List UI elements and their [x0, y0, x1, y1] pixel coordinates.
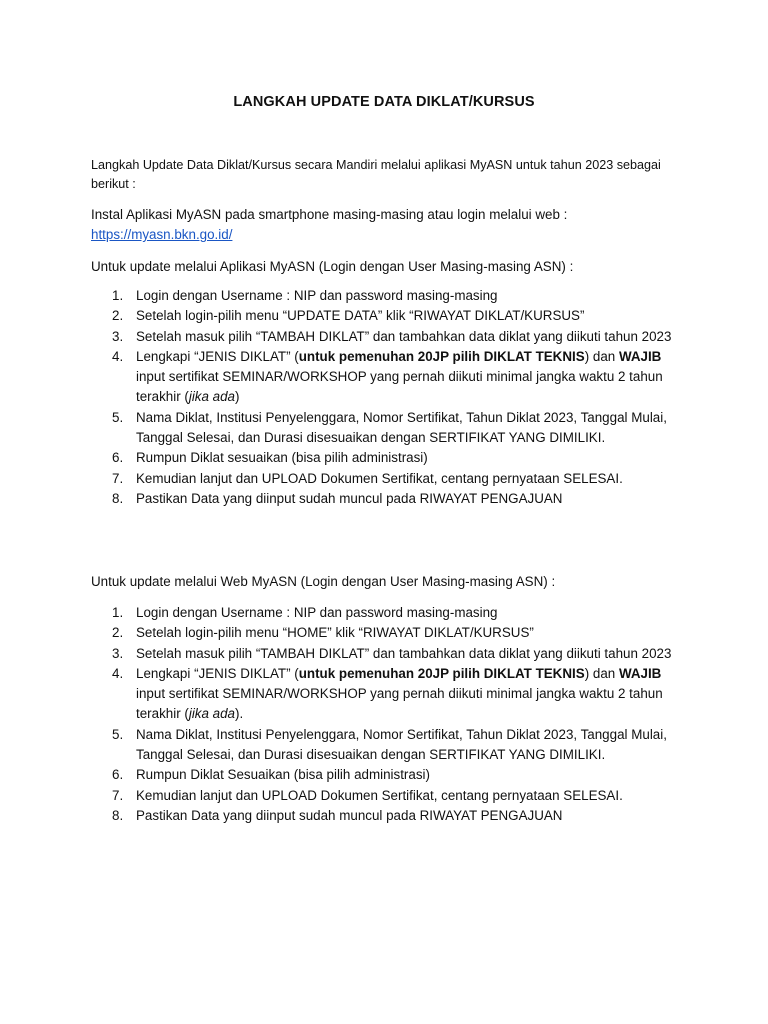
step-text-part: ) [235, 389, 240, 405]
step-text-part: input sertifikat SEMINAR/WORKSHOP yang pernah diikuti minimal jangka waktu 2 tahun terakhir ( [136, 686, 663, 722]
list-item [0, 306, 690, 326]
step-text: Nama Diklat, Institusi Penyelenggara, Nomor Sertifikat, Tahun Diklat 2023, Tanggal Mulai, Tanggal Selesai, dan Durasi disesuaikan dengan SERTIFIKAT YANG DIMILIKI. [136, 726, 667, 763]
intro-paragraph: Langkah Update Data Diklat/Kursus secara Mandiri melalui aplikasi MyASN untuk tahun 2023 sebagai berikut : [91, 158, 661, 191]
step-text-part: Lengkapi “JENIS DIKLAT” ( [136, 348, 299, 364]
step-number: 1. [112, 605, 124, 620]
list-item [0, 347, 690, 408]
step-text: Rumpun Diklat sesuaikan (bisa pilih administrasi) [136, 450, 428, 466]
list-item [0, 806, 690, 826]
step-number: 6. [112, 767, 124, 783]
step-text: Setelah masuk pilih “TAMBAH DIKLAT” dan tambahkan data diklat yang diikuti tahun 2023 [136, 645, 672, 661]
list-item [0, 786, 690, 806]
web-steps-list [0, 603, 690, 826]
list-item [0, 469, 690, 489]
step-text: Pastikan Data yang diinput sudah muncul pada RIWAYAT PENGAJUAN [136, 807, 563, 823]
step-text: Kemudian lanjut dan UPLOAD Dokumen Sertifikat, centang pernyataan SELESAI. [136, 470, 623, 486]
step-text: Rumpun Diklat Sesuaikan (bisa pilih administrasi) [136, 767, 430, 783]
step-text: Pastikan Data yang diinput sudah muncul pada RIWAYAT PENGAJUAN [136, 490, 563, 506]
list-item [0, 623, 690, 643]
step-text [136, 666, 663, 722]
list-item [0, 603, 690, 623]
list-item [0, 327, 690, 347]
step-number: 3. [112, 328, 124, 344]
step-number: 3. [112, 645, 124, 661]
bold-text: untuk pemenuhan 20JP pilih DIKLAT TEKNIS [298, 348, 585, 364]
step-number: 7. [112, 787, 124, 803]
step-number: 2. [112, 625, 124, 641]
list-item [0, 644, 690, 664]
step-text-part: input sertifikat SEMINAR/WORKSHOP yang pernah diikuti minimal jangka waktu 2 tahun terakhir ( [136, 369, 663, 405]
step-text: Login dengan Username : NIP dan password masing-masing [136, 288, 498, 303]
bold-text: WAJIB [618, 348, 662, 364]
page-title: LANGKAH UPDATE DATA DIKLAT/KURSUS [233, 94, 535, 110]
step-number: 4. [112, 665, 124, 681]
step-text: Setelah login-pilih menu “HOME” klik “RIWAYAT DIKLAT/KURSUS” [136, 625, 534, 641]
step-text: Setelah masuk pilih “TAMBAH DIKLAT” dan tambahkan data diklat yang diikuti tahun 2023 [136, 328, 672, 344]
install-paragraph [91, 205, 691, 245]
step-number: 8. [112, 807, 124, 823]
myasn-link[interactable]: https://myasn.bkn.go.id/ [91, 227, 233, 242]
list-item [0, 286, 690, 306]
step-number: 6. [112, 450, 124, 466]
app-section-heading: Untuk update melalui Aplikasi MyASN (Login dengan User Masing-masing ASN) : [91, 259, 574, 274]
list-item [0, 489, 690, 509]
step-number: 8. [112, 490, 124, 506]
step-text [136, 349, 663, 405]
bold-text: WAJIB [618, 665, 662, 681]
step-number: 1. [112, 288, 124, 303]
app-steps-list [0, 286, 690, 509]
step-number: 7. [112, 470, 124, 486]
step-text: Login dengan Username : NIP dan password masing-masing [136, 605, 498, 620]
list-item [0, 664, 690, 725]
step-number: 5. [112, 409, 124, 425]
web-section-heading: Untuk update melalui Web MyASN (Login dengan User Masing-masing ASN) : [91, 574, 556, 589]
install-text: Instal Aplikasi MyASN pada smartphone masing-masing atau login melalui web : [91, 207, 568, 222]
step-text: Kemudian lanjut dan UPLOAD Dokumen Sertifikat, centang pernyataan SELESAI. [136, 787, 623, 803]
list-item [0, 448, 690, 468]
step-number: 5. [112, 726, 124, 742]
italic-text: jika ada [188, 389, 235, 405]
step-text-part: ) dan [584, 665, 619, 681]
italic-text: jika ada [188, 706, 235, 722]
step-text-part: Lengkapi “JENIS DIKLAT” ( [136, 665, 299, 681]
step-text: Setelah login-pilih menu “UPDATE DATA” klik “RIWAYAT DIKLAT/KURSUS” [136, 308, 585, 324]
step-number: 4. [112, 348, 124, 364]
list-item [0, 725, 690, 766]
step-text: Nama Diklat, Institusi Penyelenggara, Nomor Sertifikat, Tahun Diklat 2023, Tanggal Mulai, Tanggal Selesai, dan Durasi disesuaikan dengan SERTIFIKAT YANG DIMILIKI. [136, 409, 667, 446]
bold-text: untuk pemenuhan 20JP pilih DIKLAT TEKNIS [298, 665, 585, 681]
step-text-part: ). [235, 706, 244, 722]
step-text-part: ) dan [584, 348, 619, 364]
step-number: 2. [112, 308, 124, 324]
list-item [0, 408, 690, 449]
list-item [0, 765, 690, 785]
